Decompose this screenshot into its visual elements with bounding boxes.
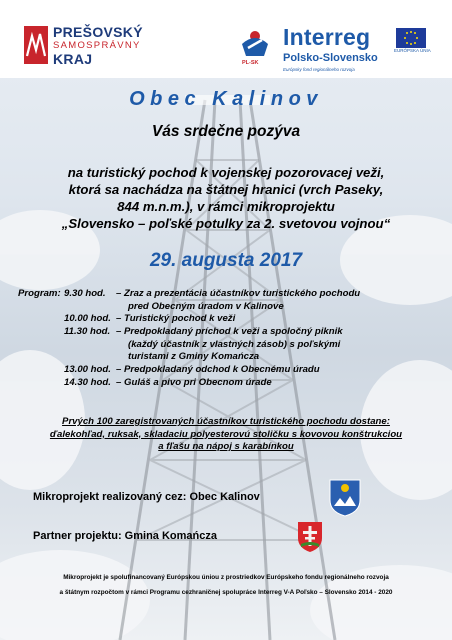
program-row xyxy=(18,377,438,390)
program-time: 10.00 hod. xyxy=(64,313,111,325)
program-row xyxy=(18,339,438,352)
footer-line: a štátnym rozpočtom v rámci Programu cezhraničnej spolupráce Interreg V-A Poľsko – Slovensko 2014 - 2020 xyxy=(59,589,393,596)
footer-line: Mikroprojekt je spolufinancovaný Európskou úniou z prostriedkov Európskeho fondu regionálneho rozvoja xyxy=(63,574,389,581)
program-time: 13.00 hod. xyxy=(64,364,111,376)
interreg-subtitle: Polsko-Slovensko xyxy=(283,52,378,64)
program-time: 14.30 hod. xyxy=(64,376,111,388)
plsk-logo-icon xyxy=(238,26,272,58)
logo-header xyxy=(0,0,452,78)
program-row xyxy=(18,301,438,314)
participants-line: ďalekohľad, ruksak, skladaciu polyesterovú stoličku s kovovou konštrukciou xyxy=(49,428,403,440)
participants-line: Prvých 100 zaregistrovaných účastníkov turistického pochodu dostane: xyxy=(62,416,390,427)
program-row xyxy=(18,364,438,377)
program-text-continuation: turistami z Gminy Komańcza xyxy=(128,351,260,363)
invitation-heading: Vás srdečne pozýva xyxy=(151,123,301,140)
program-row xyxy=(18,313,438,326)
program-text: – Turistický pochod k veži xyxy=(116,313,236,325)
program-text-continuation: pred Obecným úradom v Kalinove xyxy=(128,300,284,312)
interreg-tagline: Európsky fond regionálneho rozvoja xyxy=(283,67,355,72)
program-text: – Predpokladaný príchod k veži a spoločný piknik xyxy=(116,326,343,338)
plsk-label: PL-SK xyxy=(242,60,259,66)
program-time: 9.30 hod. xyxy=(64,288,106,299)
interreg-title: Interreg xyxy=(283,24,371,50)
description-line-2: ktorá sa nachádza na štátnej hranici (vrch Paseky, xyxy=(68,182,384,197)
funding-footer xyxy=(0,574,452,604)
kalinov-coat-of-arms-icon xyxy=(328,478,362,518)
realized-by: Mikroprojekt realizovaný cez: Obec Kalinov xyxy=(33,491,260,503)
program-schedule xyxy=(18,288,438,390)
participants-notice xyxy=(0,416,452,454)
project-partner: Partner projektu: Gmina Komańcza xyxy=(33,530,217,542)
psk-name-line1: PREŠOVSKÝ xyxy=(53,24,143,40)
participants-line: a fľašu na nápoj s karabínkou xyxy=(158,441,294,452)
eu-label: EURÓPSKA ÚNIA xyxy=(394,48,431,53)
psk-logo-icon xyxy=(24,26,48,64)
program-label: Program: xyxy=(18,288,61,299)
program-row xyxy=(18,326,438,339)
program-text: – Zraz a prezentácia účastníkov turistického pochodu xyxy=(116,288,361,299)
description-line-3: 844 m.n.m.), v rámci mikroprojektu xyxy=(117,199,335,214)
page-title: Obec Kalinov xyxy=(129,88,323,110)
event-date: 29. augusta 2017 xyxy=(149,250,303,271)
psk-name-line2: SAMOSPRÁVNY xyxy=(53,40,141,51)
eu-flag-icon xyxy=(396,28,426,48)
program-row xyxy=(18,351,438,364)
psk-name-line3: KRAJ xyxy=(53,51,93,67)
program-row xyxy=(18,288,438,301)
program-text-continuation: (každý účastník z vlastných zásob) s poľskými xyxy=(128,338,341,350)
komancza-coat-of-arms-icon xyxy=(296,520,324,554)
program-time: 11.30 hod. xyxy=(64,326,111,338)
description-line-1: na turistický pochod k vojenskej pozorovacej veži, xyxy=(67,165,385,180)
program-text: – Predpokladaný odchod k Obecnému úradu xyxy=(116,364,320,376)
program-text: – Guláš a pivo pri Obecnom úrade xyxy=(116,376,272,388)
description-line-4: „Slovensko – poľské potulky za 2. svetovou vojnou“ xyxy=(61,216,391,231)
